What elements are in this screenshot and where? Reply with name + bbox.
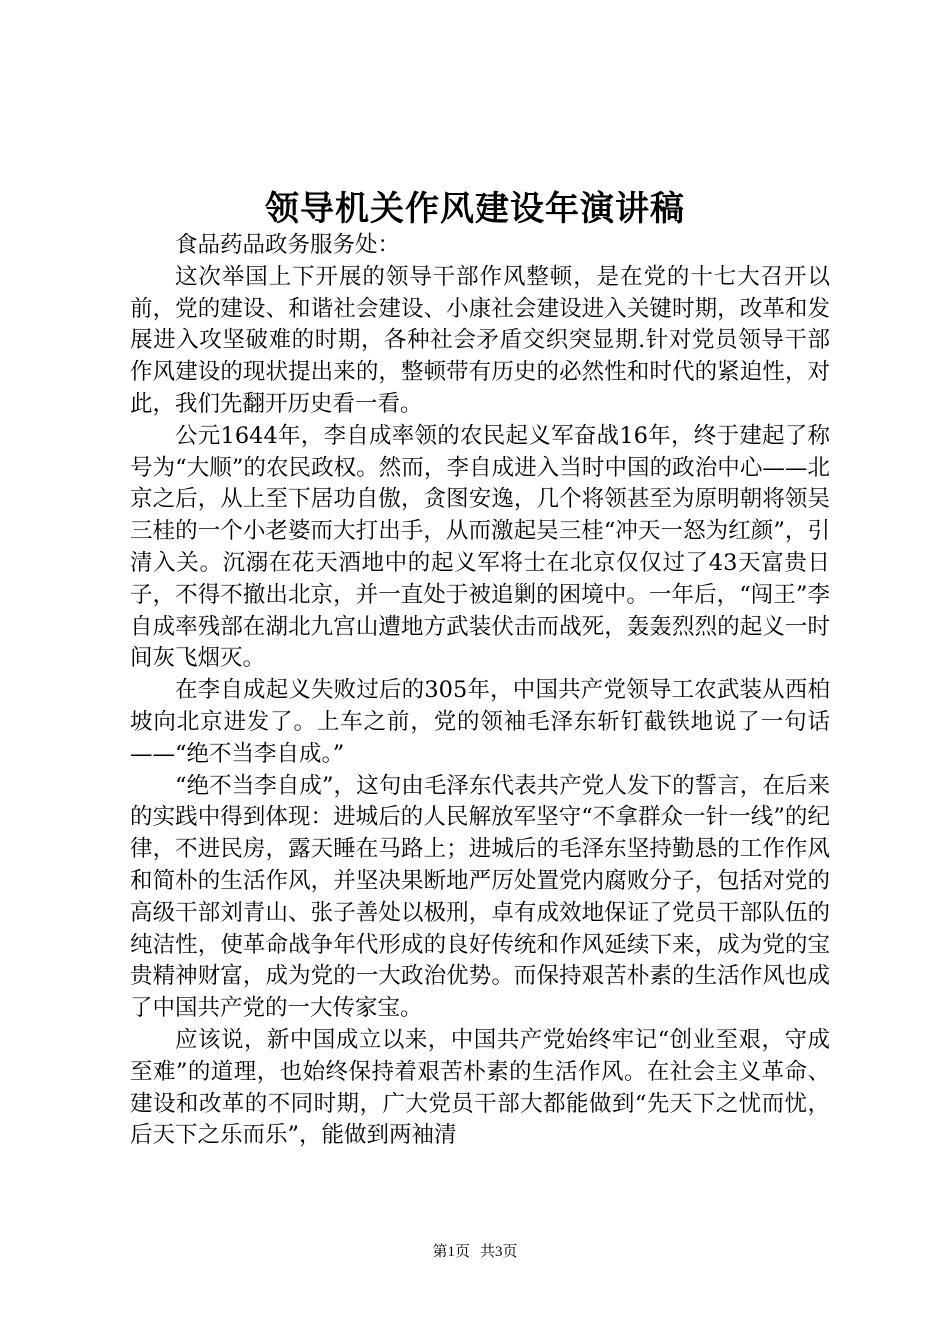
paragraph: 在李自成起义失败过后的305年，中国共产党领导工农武装从西柏坡向北京进发了。上车之前，党的领袖毛泽东斩钉截铁地说了一句话——“绝不当李自成。” [130, 677, 830, 767]
page-total: 共3页 [480, 1244, 518, 1260]
paragraph: “绝不当李自成”，这句由毛泽东代表共产党人发下的誓言，在后来的实践中得到体现：进城后的人民解放军坚守“不拿群众一针一线”的纪律，不进民房，露天睡在马路上；进城后的毛泽东坚持勤恳的工作作风和简朴的生活作风，并坚决果断地严厉处置党内腐败分子，包括对党的高级干部刘青山、张子善处以极刑，卓有成效地保证了党员干部队伍的纯洁性，使革命战争年代形成的良好传统和作风延续下来，成为党的宝贵精神财富，成为党的一大政治优势。而保持艰苦朴素的生活作风也成了中国共产党的一大传家宝。 [130, 772, 830, 1022]
paragraph: 应该说，新中国成立以来，中国共产党始终牢记“创业至艰，守成至难”的道理，也始终保持着艰苦朴素的生活作风。在社会主义革命、建设和改革的不同时期，广大党员干部大都能做到“先天下之忧而忧，后天下之乐而乐”，能做到两袖清 [130, 1026, 830, 1149]
paragraph: 这次举国上下开展的领导干部作风整顿，是在党的十七大召开以前，党的建设、和谐社会建设、小康社会建设进入关键时期，改革和发展进入攻坚破难的时期，各种社会矛盾交织突显期.针对党员领导干部作风建设的现状提出来的，整顿带有历史的必然性和时代的紧迫性，对此，我们先翻开历史看一看。 [130, 263, 830, 417]
document-title: 领导机关作风建设年演讲稿 [265, 189, 685, 229]
paragraph: 公元1644年，李自成率领的农民起义军奋战16年，终于建起了称号为“大顺”的农民政权。然而，李自成进入当时中国的政治中心——北京之后，从上至下居功自傲，贪图安逸，几个将领甚至为原明朝将领吴三桂的一个小老婆而大打出手，从而激起吴三桂“冲天一怒为红颜”，引清入关。沉溺在花天酒地中的起义军将士在北京仅仅过了43天富贵日子，不得不撤出北京，并一直处于被追剿的困境中。一年后，“闯王”李自成率残部在湖北九宫山遭地方武装伏击而战死，轰轰烈烈的起义一时间灰飞烟灭。 [130, 422, 830, 672]
document-body [130, 230, 830, 1152]
salutation: 食品药品政务服务处： [175, 232, 401, 258]
page-footer [0, 1241, 950, 1263]
page-number: 第1页 [432, 1244, 470, 1260]
